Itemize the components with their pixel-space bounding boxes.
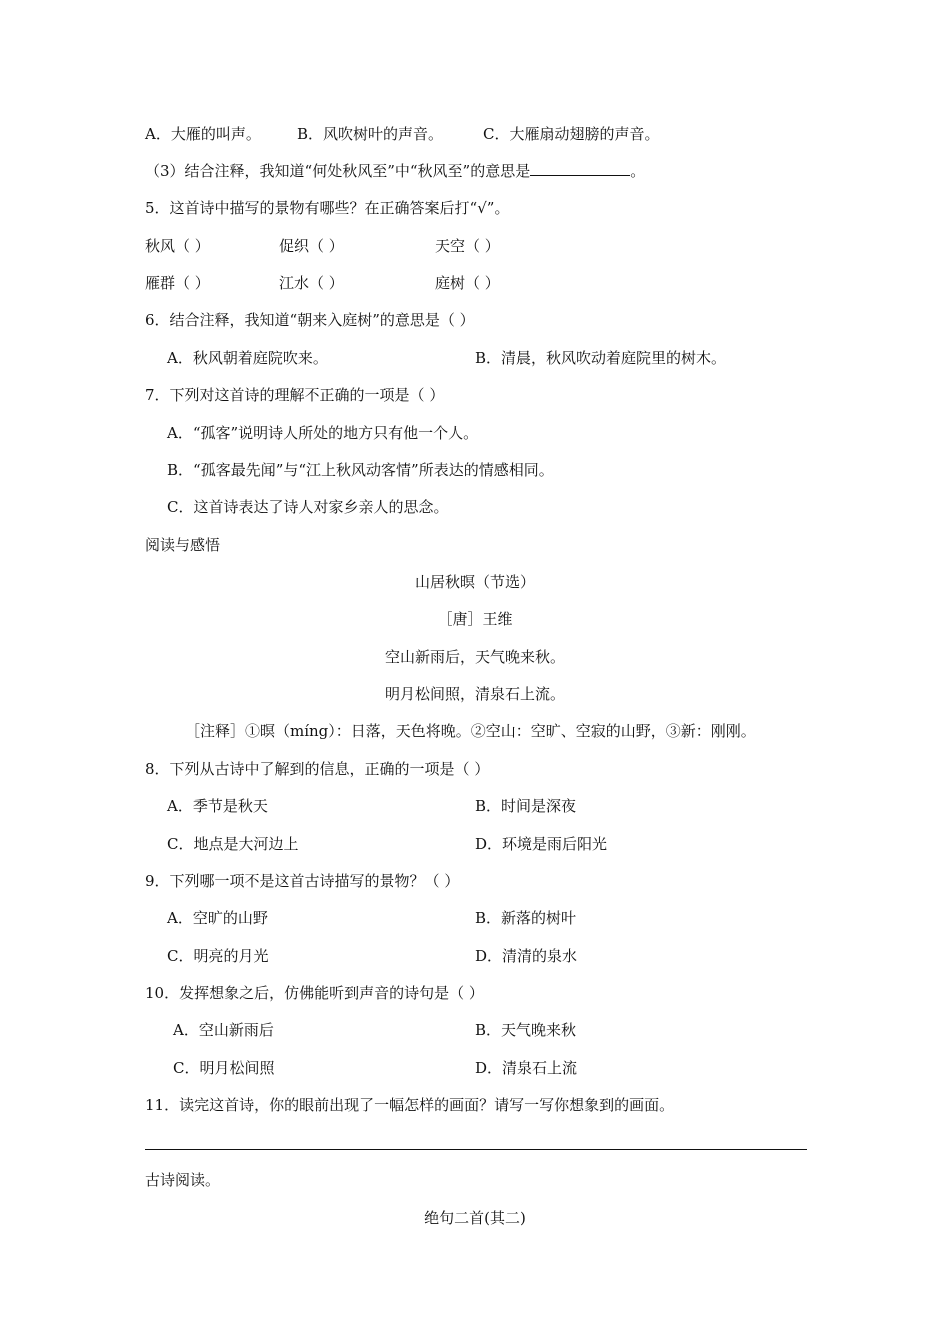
q10-option-b[interactable]: B．天气晚来秋 <box>475 1021 577 1039</box>
poem-title-2: 绝句二首(其二) <box>424 1209 526 1227</box>
q4-3-text-after: 。 <box>630 162 646 180</box>
q4-3-question <box>145 161 645 181</box>
q5-item-river[interactable]: 江水（ ） <box>279 274 344 292</box>
q7-option-b[interactable]: B．“孤客最先闻”与“江上秋风动客情”所表达的情感相同。 <box>167 461 554 479</box>
poem-title: 山居秋暝（节选） <box>414 573 535 591</box>
q5-question: 5．这首诗中描写的景物有哪些？在正确答案后打“√”。 <box>145 199 510 217</box>
q4-option-a: A．大雁的叫声。 <box>145 125 261 143</box>
poem-line-2: 明月松间照，清泉石上流。 <box>384 685 565 703</box>
q5-item-autumn-wind[interactable]: 秋风（ ） <box>145 237 210 255</box>
q4-option-c: C．大雁扇动翅膀的声音。 <box>483 125 660 143</box>
q6-option-a[interactable]: A．秋风朝着庭院吹来。 <box>167 349 328 367</box>
q5-item-cricket[interactable]: 促织（ ） <box>279 237 344 255</box>
poem-line-1: 空山新雨后，天气晚来秋。 <box>384 648 565 666</box>
q9-option-b[interactable]: B．新落的树叶 <box>475 909 577 927</box>
q8-question: 8．下列从古诗中了解到的信息，正确的一项是（ ） <box>145 760 490 778</box>
q4-3-text-before: （3）结合注释，我知道“何处秋风至”中“秋风至”的意思是 <box>145 162 531 180</box>
q10-option-c[interactable]: C．明月松间照 <box>173 1059 275 1077</box>
q11-answer-line[interactable] <box>145 1149 807 1150</box>
q5-item-courtyard-tree[interactable]: 庭树（ ） <box>435 274 500 292</box>
poem-author: ［唐］王维 <box>437 610 513 628</box>
q4-option-b: B．风吹树叶的声音。 <box>297 125 444 143</box>
section-heading-poem-reading: 古诗阅读。 <box>145 1171 221 1189</box>
q8-option-b[interactable]: B．时间是深夜 <box>475 797 577 815</box>
q5-item-sky[interactable]: 天空（ ） <box>435 237 500 255</box>
q10-option-a[interactable]: A．空山新雨后 <box>173 1021 274 1039</box>
q9-option-c[interactable]: C．明亮的月光 <box>167 947 269 965</box>
q10-option-d[interactable]: D．清泉石上流 <box>475 1059 578 1077</box>
q11-question: 11．读完这首诗，你的眼前出现了一幅怎样的画面？请写一写你想象到的画面。 <box>145 1096 675 1114</box>
q5-item-geese[interactable]: 雁群（ ） <box>145 274 210 292</box>
q7-option-a[interactable]: A．“孤客”说明诗人所处的地方只有他一个人。 <box>167 424 479 442</box>
section-heading-reading: 阅读与感悟 <box>145 536 221 554</box>
q9-option-a[interactable]: A．空旷的山野 <box>167 909 268 927</box>
q9-option-d[interactable]: D．清清的泉水 <box>475 947 578 965</box>
q7-question: 7．下列对这首诗的理解不正确的一项是（ ） <box>145 386 445 404</box>
q4-3-answer-blank[interactable] <box>530 161 630 176</box>
poem-note: ［注释］①暝（míng）：日落，天色将晚。②空山：空旷、空寂的山野，③新：刚刚。 <box>185 722 756 740</box>
q6-option-b[interactable]: B．清晨，秋风吹动着庭院里的树木。 <box>475 349 727 367</box>
q8-option-a[interactable]: A．季节是秋天 <box>167 797 268 815</box>
q7-option-c[interactable]: C．这首诗表达了诗人对家乡亲人的思念。 <box>167 498 449 516</box>
q8-option-d[interactable]: D．环境是雨后阳光 <box>475 835 608 853</box>
q6-question: 6．结合注释，我知道“朝来入庭树”的意思是（ ） <box>145 311 475 329</box>
q9-question: 9．下列哪一项不是这首古诗描写的景物？（ ） <box>145 872 460 890</box>
q8-option-c[interactable]: C．地点是大河边上 <box>167 835 299 853</box>
q10-question: 10．发挥想象之后，仿佛能听到声音的诗句是（ ） <box>145 984 484 1002</box>
